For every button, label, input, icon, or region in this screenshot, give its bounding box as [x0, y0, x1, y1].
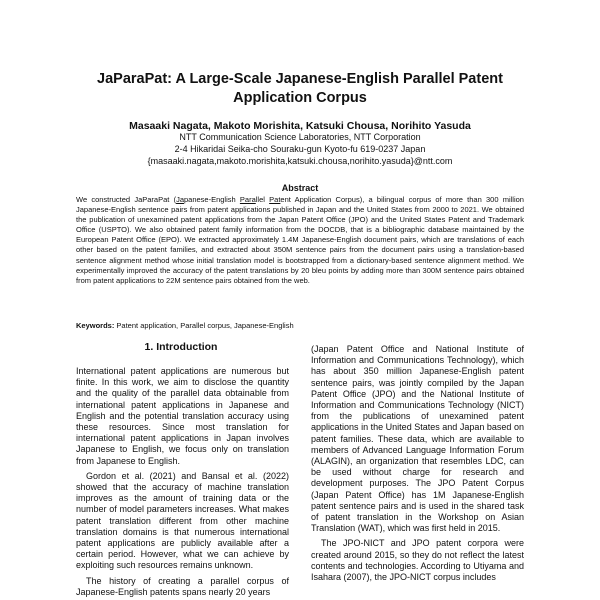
- section-heading-introduction: 1. Introduction: [144, 341, 218, 353]
- intro-paragraph-4: (Japan Patent Office and National Institute of Information and Communications Technology), which has about 350 million Japanese-English patent sentence pairs, was jointly compiled by the Japan Patent Office (JPO) and the National Institute of Information and Communications Technology (NICT) from the publications of unexamined patent applications in the United States and Japan based on patent families. These data, which are available to members of Advanced Language Information Forum (ALAGIN), an organization that resembles LDC, can be used without charge for research and development purposes. The JPO Patent Corpus (Japan Patent Office) has 1M Japanese-English patent sentence pairs and is used in the shared task of patent translation in the Workshop on Asian Translation (WAT), which was first held in 2015.: [311, 344, 524, 534]
- keywords: [76, 321, 524, 331]
- intro-paragraph-1: International patent applications are numerous but finite. In this work, we aim to disclose the quantity and the quality of the parallel data obtainable from international patent applications in Japanese and English and the potential translation accuracy using these resources. Since most translation for international patent applications in Japan involves Japanese to English, we focus only on translation from Japanese to English.: [76, 366, 289, 466]
- right-column: [311, 344, 524, 583]
- email-list: {masaaki.nagata,makoto.morishita,katsuki.chousa,norihito.yasuda}@ntt.com: [147, 156, 453, 166]
- keywords-label: Keywords:: [76, 321, 115, 330]
- left-column: [76, 366, 289, 598]
- intro-paragraph-5: The JPO-NICT and JPO patent corpora were created around 2015, so they do not reflect the latest contents and technologies. According to Utiyama and Isahara (2007), the JPO-NICT corpus includes: [311, 538, 524, 583]
- affiliation: NTT Communication Science Laboratories, NTT Corporation: [179, 132, 421, 142]
- keywords-values: Patent application, Parallel corpus, Japanese-English: [114, 321, 294, 330]
- intro-paragraph-3: The history of creating a parallel corpus of Japanese-English patents spans nearly 20 years: [76, 575, 289, 597]
- abstract-text: We constructed JaParaPat (Japanese-English Parallel Patent Application Corpus), a bilingual corpus of more than 300 million Japanese-English sentence pairs from patent applications published in Japan and the United States from 2000 to 2021. We obtained the publication of unexamined patent applications from the Japan Patent Office (JPO) and the United States Patent and Trademark Office (USPTO). We also obtained patent family information from the DOCDB, that is a bibliographic database maintained by the European Patent Office (EPO). We extracted approximately 1.4M Japanese-English document pairs, which are translations of each other based on the patent families, and extracted about 350M sentence pairs from the document pairs using a translation-based sentence alignment method whose initial translation model is bootstrapped from a dictionary-based sentence alignment method. We experimentally improved the accuracy of the patent translations by 20 bleu points by adding more than 300M sentence pairs obtained from patent applications to 22M sentence pairs obtained from the web.: [76, 195, 524, 285]
- paper-title: JaParaPat: A Large-Scale Japanese-English Parallel Patent Application Corpus: [97, 71, 503, 106]
- intro-paragraph-2: Gordon et al. (2021) and Bansal et al. (2022) showed that the accuracy of machine translation improves as the amount of training data or the number of model parameters increases. What makes patent translation different from other machine translation domains is that numerous international patent applications are publicly available after a certain period. However, what we can achieve by exploiting such resources remains unknown.: [76, 470, 289, 571]
- address: 2-4 Hikaridai Seika-cho Souraku-gun Kyoto-fu 619-0237 Japan: [174, 144, 426, 154]
- author-list: Masaaki Nagata, Makoto Morishita, Katsuki Chousa, Norihito Yasuda: [129, 120, 471, 132]
- abstract-heading: Abstract: [281, 183, 319, 193]
